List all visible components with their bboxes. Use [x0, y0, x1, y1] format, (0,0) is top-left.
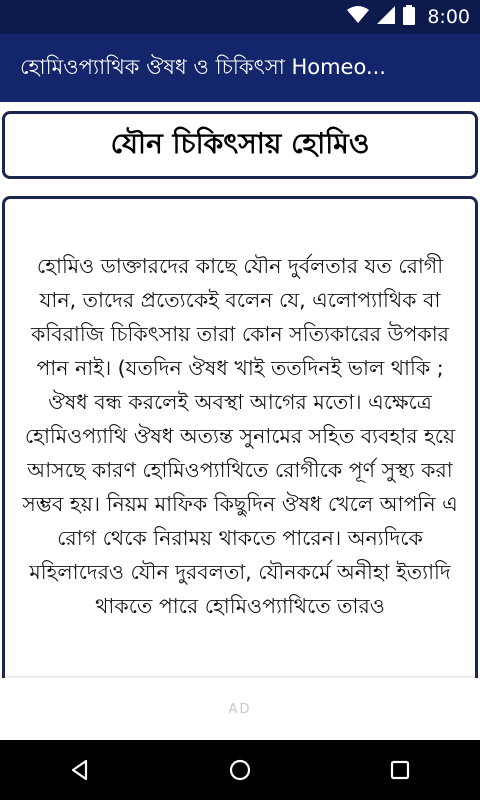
ad-label: AD: [228, 701, 252, 717]
home-button[interactable]: [210, 740, 270, 800]
back-button[interactable]: [50, 740, 110, 800]
home-icon: [228, 758, 252, 782]
article-title: যৌন চিকিৎসায় হোমিও: [110, 126, 370, 160]
battery-icon: [403, 5, 415, 29]
app-bar: [0, 34, 480, 102]
back-icon: [68, 758, 92, 782]
status-bar: [0, 0, 480, 34]
app-title: হোমিওপ্যাথিক ঔষধ ও চিকিৎসা Homeo...: [20, 54, 386, 79]
wifi-icon: [347, 6, 369, 28]
ad-banner[interactable]: [0, 678, 480, 740]
article-body: হোমিও ডাক্তারদের কাছে যৌন দুর্বলতার যত রোগী যান, তাদের প্রত্যেকেই বলেন যে, এলোপ্যাথিক বা কবিরাজি চিকিৎসায় তারা কোন সত্যিকারের উপকার পান নাই। (যতদিন ঔষধ খাই ততদিনই ভাল থাকি ; ঔষধ বন্ধ করলেই অবস্থা আগের মতো। এক্ষেত্রে হোমিওপ্যাথি ঔষধ অত্যন্ত সুনামের সহিত ব্যবহার হয়ে আসছে কারণ হোমিওপ্যাথিতে রোগীকে পূর্ণ সুস্থ্য করা সম্ভব হয়। নিয়ম মাফিক কিছুদিন ঔষধ খেলে আপনি এ রোগ থেকে নিরাময় থাকতে পারেন। অন্যদিকে মহিলাদেরও যৌন দুরবলতা, যৌনকর্মে অনীহা ইত্যাদি থাকতে পারে হোমিওপ্যাথিতে তারও: [22, 254, 458, 618]
article-title-box: [2, 111, 478, 179]
navigation-bar: [0, 740, 480, 800]
content-area[interactable]: [0, 102, 480, 740]
recents-button[interactable]: [370, 740, 430, 800]
signal-icon: [377, 6, 395, 28]
article-body-box[interactable]: [2, 196, 478, 740]
recents-icon: [388, 758, 412, 782]
status-time: 8:00: [427, 6, 470, 28]
status-icons: [347, 0, 470, 34]
